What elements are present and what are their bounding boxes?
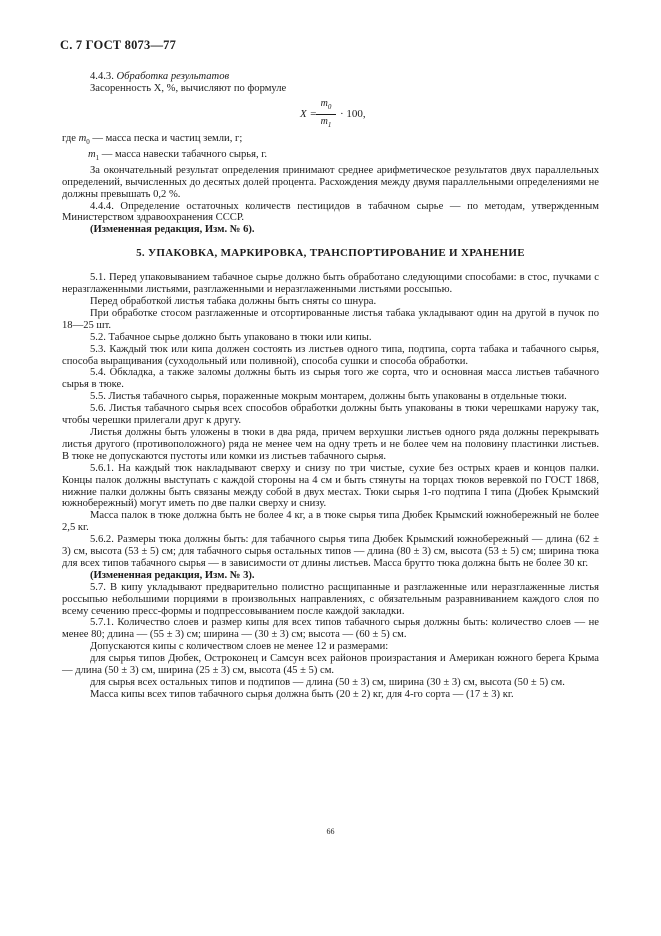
formula-numerator: $m_0$	[320, 97, 332, 111]
formula-intro: Засоренность X, %, вычисляют по формуле	[90, 82, 287, 94]
clause-4-4-3-heading	[62, 71, 599, 83]
paragraph-5-7: 5.7. В кипу укладывают предварительно полистно расщипанные и разглаженные или неразглаженные листья россыпью небольшими порциями в произвольных направлениях, с обязательным разравниванием каждого слоя по всему сечению пресс-формы и подпрессовыванием после каждой закладки.	[62, 581, 599, 617]
paragraph-final-result: За окончательный результат определения принимают среднее арифметическое результатов двух параллельных определений, вычисленных до десятых долей процента. Расхождения между двумя параллельными определениями не должны превышать 0,2 %.	[62, 164, 599, 200]
paragraph-5-3: 5.3. Каждый тюк или кипа должен состоять из листьев одного типа, подтипа, сорта табака и табачного сырья, способа выращивания (суходольный или поливной), способа сушки и способа обработки.	[62, 343, 599, 367]
fraction-bar	[316, 114, 336, 115]
where-m0: где $m_0$ — масса песка и частиц земли, г;	[62, 132, 243, 146]
paragraph-5-6-2: 5.6.2. Размеры тюка должны быть: для табачного сырья типа Дюбек Крымский южнобережный — длина (62 ± 3) см, высота (53 ± 5) см; для табачного сырья остальных типов — длина (80 ± 3) см, высота (53 ± 5) см; ширина тюка для всех типов табачного сырья — в зависимости от длины листьев. Масса брутто тюка должна быть не более 30 кг.	[62, 534, 599, 569]
paragraph-5-7-1: 5.7.1. Количество слоев и размер кипы для всех типов табачного сырья должны быть: количество слоев — не менее 80; длина — (55 ± 3) см; ширина — (30 ± 3) см; высота — (60 ± 5) см.	[62, 617, 599, 641]
formula-denominator: $m_1$	[320, 115, 332, 129]
page-header: С. 7 ГОСТ 8073—77	[60, 38, 177, 52]
paragraph-5-1-b: Перед обработкой листья табака должны быть сняты со шнура.	[90, 296, 377, 307]
paragraph-5-6: 5.6. Листья табачного сырья всех способов обработки должны быть упакованы в тюки черешками наружу так, чтобы черешки прилегали друг к другу.	[62, 403, 599, 427]
where-m1: $m_1$ — масса навески табачного сырья, г.	[88, 148, 268, 162]
paragraph-5-7-1-d: для сырья всех остальных типов и подтипов — длина (50 ± 3) см, ширина (30 ± 3) см, высота (50 ± 5) см.	[90, 677, 565, 688]
paragraph-5-2: 5.2. Табачное сырье должно быть упаковано в тюки или кипы.	[90, 331, 372, 343]
paragraph-5-7-1-e: Масса кипы всех типов табачного сырья должна быть (20 ± 2) кг, для 4-го сорта — (17 ± 3) кг.	[90, 688, 514, 700]
paragraph-5-1: 5.1. Перед упаковыванием табачное сырье должно быть обработано следующими способами: в стос, пучками с неразглаженными листьями, разглаженными и неразглаженными листьями россыпью.	[62, 272, 599, 296]
paragraph-5-7-1-b: Допускаются кипы с количеством слоев не менее 12 и размерами:	[90, 641, 389, 653]
amendment-note-3: (Измененная редакция, Изм. № 3).	[90, 569, 255, 581]
page-number: 66	[326, 827, 335, 836]
paragraph-5-4: 5.4. Обкладка, а также заломы должны быть из сырья того же сорта, что и основная масса листьев табачного сырья в тюке.	[62, 367, 599, 391]
paragraph-5-6-1: 5.6.1. На каждый тюк накладывают сверху и снизу по три чистые, сухие без острых краев и концов палки. Концы палок должны выступать с каждой стороны на 4 см и быть стянуты на торцах тюков веревкой по ГОСТ 1868, нижние палки должны быть связаны между собой в двух местах. Тюки сырья 1-го подтипа I типа (Дюбек Крымский южнобережный) могут иметь по две палки сверху и снизу.	[62, 462, 599, 510]
paragraph-5-6-b: Листья должны быть уложены в тюки в два ряда, причем верхушки листьев одного ряда должны перекрывать листья другого (противоположного) ряда не менее чем на одну треть и не более чем на половину пластинки листьев. В тюке не допускаются пустоты или комки из листьев табачного сырья.	[62, 426, 599, 462]
clause-title: Обработка результатов	[116, 71, 230, 82]
paragraph-5-5: 5.5. Листья табачного сырья, пораженные мокрым монтарем, должны быть упакованы в отдельные тюки.	[90, 391, 567, 403]
formula	[62, 95, 599, 133]
section-5-title: 5. УПАКОВКА, МАРКИРОВКА, ТРАНСПОРТИРОВАНИЕ И ХРАНЕНИЕ	[136, 247, 525, 260]
paragraph-5-6-1-b: Масса палок в тюке должна быть не более 4 кг, а в тюке сырья типа Дюбек Крымский южнобережный не более 2,5 кг.	[62, 510, 599, 534]
formula-rhs: · 100,	[340, 107, 366, 120]
page-content	[62, 71, 599, 701]
paragraph-5-1-c: При обработке стосом разглаженные и отсортированные листья табака укладывают один на другой в пучок по 18—25 шт.	[62, 307, 599, 331]
clause-number: 4.4.3.	[90, 71, 114, 82]
paragraph-4-4-4: 4.4.4. Определение остаточных количеств пестицидов в табачном сырье — по методам, утвержденным Министерством здравоохранения СССР.	[62, 200, 599, 224]
formula-fraction	[316, 98, 336, 131]
paragraph-5-7-1-c: для сырья типов Дюбек, Остроконец и Самсун всех районов произрастания и Американ южного берега Крыма — длина (50 ± 3) см, ширина (25 ± 3) см, высота (45 ± 5) см.	[62, 653, 599, 677]
amendment-note-6: (Измененная редакция, Изм. № 6).	[90, 224, 255, 236]
formula-lhs: X =	[300, 107, 317, 120]
